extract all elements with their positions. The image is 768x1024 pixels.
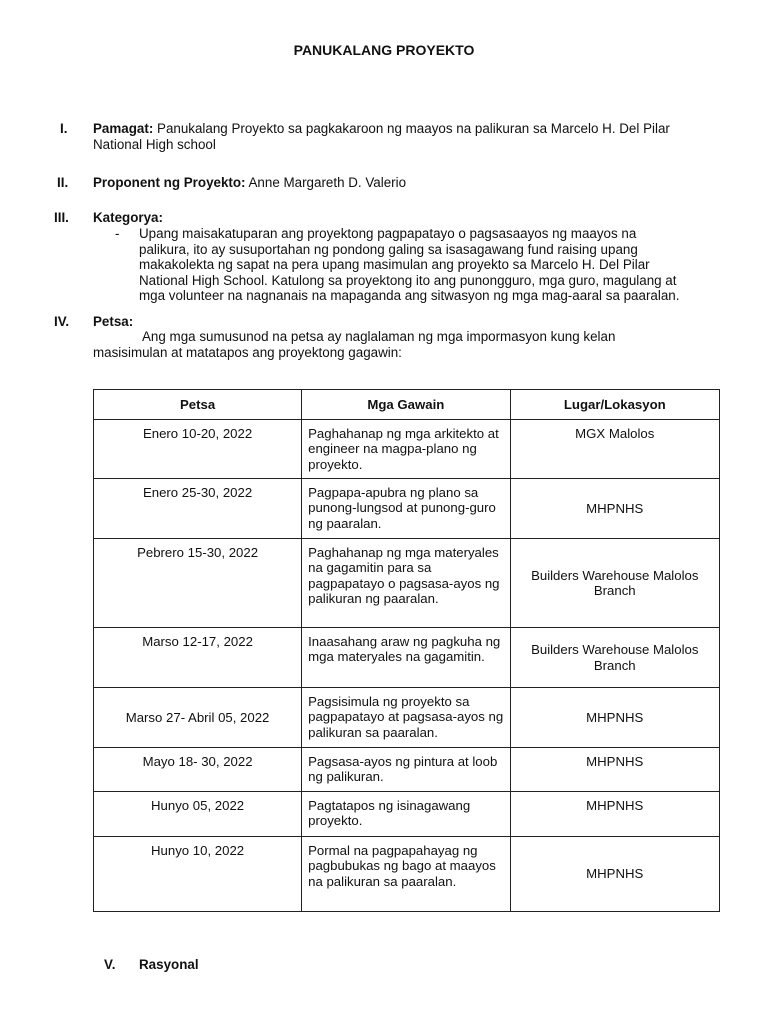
cell-petsa: Hunyo 10, 2022 xyxy=(94,837,302,912)
paragraph-line: Ang mga sumusunod na petsa ay naglalaman ng mga impormasyon kung kelan xyxy=(142,329,616,344)
column-header-gawain: Mga Gawain xyxy=(302,390,510,420)
paragraph-line: palikura, ito ay susuportahan ng pondong galing sa isasagawang fund raising upang xyxy=(139,241,638,257)
table-row xyxy=(94,479,720,539)
cell-gawain: Pagsasa-ayos ng pintura at loob ng palikuran. xyxy=(302,748,510,792)
section-number: II. xyxy=(57,175,69,190)
cell-gawain: Pagpapa-apubra ng plano sa punong-lungsod at punong-guro ng paaralan. xyxy=(302,479,510,539)
section-label: Petsa: xyxy=(93,314,134,329)
cell-petsa: Pebrero 15-30, 2022 xyxy=(94,539,302,628)
section-label: Rasyonal xyxy=(139,957,199,972)
section-text: Anne Margareth D. Valerio xyxy=(248,175,407,190)
cell-petsa: Marso 27- Abril 05, 2022 xyxy=(94,688,302,748)
cell-gawain: Pagtatapos ng isinagawang proyekto. xyxy=(302,792,510,837)
cell-petsa: Enero 10-20, 2022 xyxy=(94,420,302,479)
cell-lugar: MHPNHS xyxy=(510,688,719,748)
cell-petsa: Enero 25-30, 2022 xyxy=(94,479,302,539)
table-row xyxy=(94,792,720,837)
table-row xyxy=(94,539,720,628)
cell-petsa: Mayo 18- 30, 2022 xyxy=(94,748,302,792)
cell-gawain: Paghahanap ng mga arkitekto at engineer na magpa-plano ng proyekto. xyxy=(302,420,510,479)
section-number: III. xyxy=(54,210,69,225)
section-label: Proponent ng Proyekto: xyxy=(93,175,246,190)
cell-lugar: MHPNHS xyxy=(510,748,719,792)
cell-lugar: MGX Malolos xyxy=(510,420,719,479)
cell-gawain: Pagsisimula ng proyekto sa pagpapatayo at pagsasa-ayos ng palikuran sa paaralan. xyxy=(302,688,510,748)
column-header-lugar: Lugar/Lokasyon xyxy=(510,390,719,420)
column-header-petsa: Petsa xyxy=(94,390,302,420)
section-number: IV. xyxy=(54,314,70,329)
table-header-row xyxy=(94,390,720,420)
paragraph-line: mga volunteer na nagnanais na mapaganda ang sitwasyon ng mga mag-aaral sa paaralan. xyxy=(139,288,680,303)
section-text: Panukalang Proyekto sa pagkakaroon ng maayos na palikuran sa Marcelo H. Del Pilar xyxy=(157,121,670,136)
section-number: I. xyxy=(60,121,68,136)
cell-lugar: MHPNHS xyxy=(510,479,719,539)
table-row xyxy=(94,837,720,912)
cell-lugar: Builders Warehouse Malolos Branch xyxy=(510,628,719,688)
cell-gawain: Pormal na pagpapahayag ng pagbubukas ng bago at maayos na palikuran sa paaralan. xyxy=(302,837,510,912)
cell-lugar: MHPNHS xyxy=(510,837,719,912)
section-body xyxy=(93,314,733,330)
table-row xyxy=(94,748,720,792)
section-body xyxy=(93,210,733,226)
paragraph-line: masisimulan at matatapos ang proyektong gagawin: xyxy=(93,344,402,360)
schedule-table xyxy=(93,389,720,912)
table-row xyxy=(94,420,720,479)
cell-petsa: Marso 12-17, 2022 xyxy=(94,628,302,688)
kategorya-paragraph xyxy=(139,226,729,304)
cell-lugar: Builders Warehouse Malolos Branch xyxy=(510,539,719,628)
paragraph-line: National High School. Katulong sa proyektong ito ang punongguro, mga guro, magulang at xyxy=(139,272,677,288)
section-text: National High school xyxy=(93,136,216,152)
paragraph-line: makakolekta ng sapat na pera upang masimulan ang proyekto sa Marcelo H. Del Pilar xyxy=(139,257,650,272)
section-body xyxy=(93,175,733,191)
section-label: Pamagat: xyxy=(93,121,154,136)
cell-gawain: Inaasahang araw ng pagkuha ng mga materyales na gagamitin. xyxy=(302,628,510,688)
section-label: Kategorya: xyxy=(93,210,163,225)
section-body xyxy=(93,121,733,152)
document-title: PANUKALANG PROYEKTO xyxy=(293,42,475,58)
cell-lugar: MHPNHS xyxy=(510,792,719,837)
table-row xyxy=(94,628,720,688)
section-number: V. xyxy=(104,957,116,972)
petsa-paragraph-body xyxy=(93,329,733,360)
cell-petsa: Hunyo 05, 2022 xyxy=(94,792,302,837)
paragraph-line: Upang maisakatuparan ang proyektong pagpapatayo o pagsasaayos ng maayos na xyxy=(139,226,637,241)
table-row xyxy=(94,688,720,748)
list-dash: - xyxy=(115,226,120,241)
cell-gawain: Paghahanap ng mga materyales na gagamitin para sa pagpapatayo o pagsasa-ayos ng palikuran ng paaralan. xyxy=(302,539,510,628)
